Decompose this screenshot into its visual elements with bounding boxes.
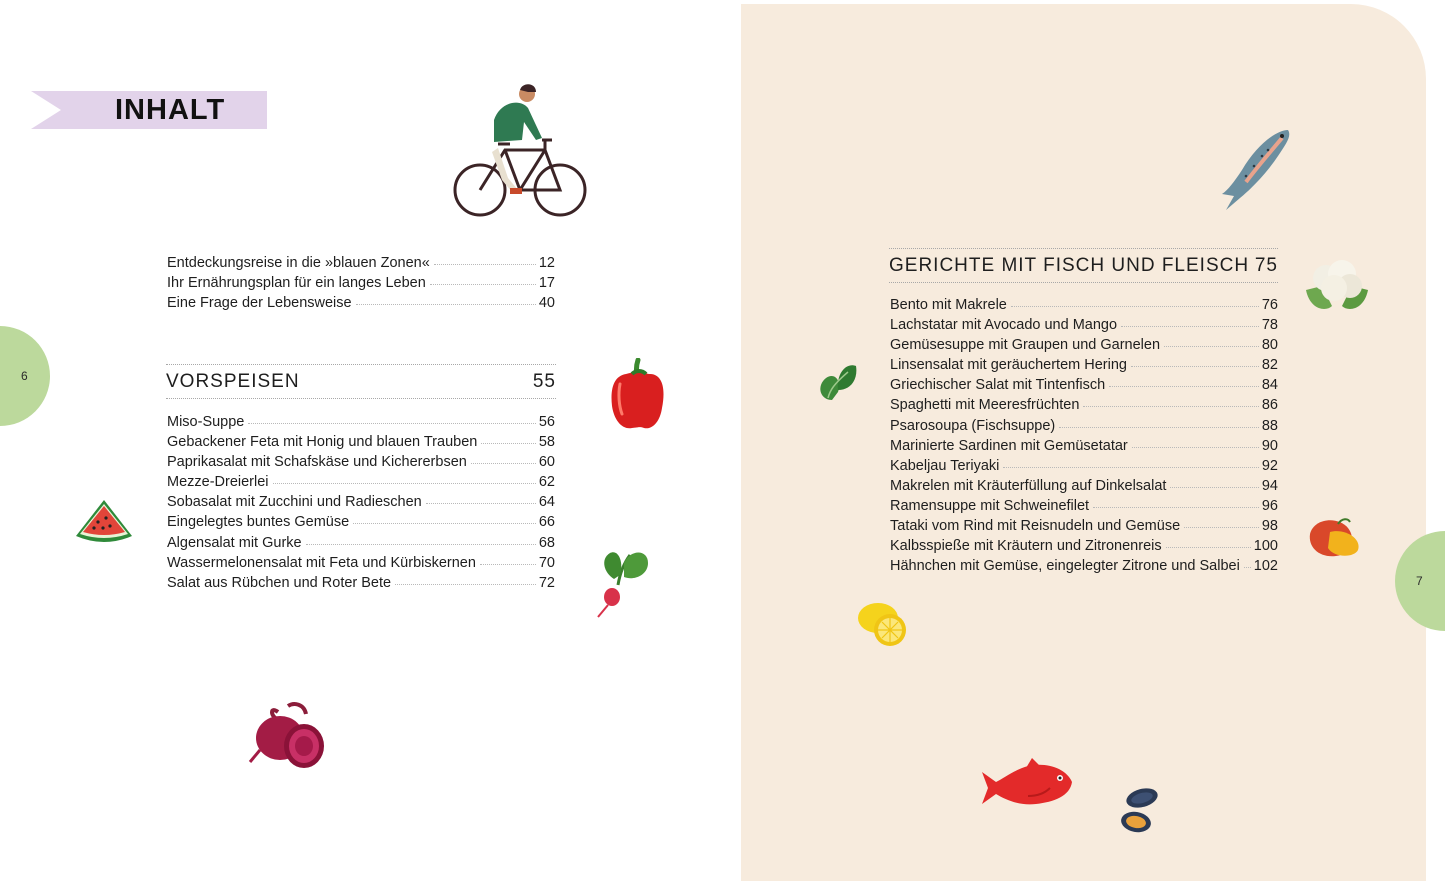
section-title: VORSPEISEN xyxy=(166,370,300,392)
toc-leader xyxy=(481,443,536,444)
section-page: 75 xyxy=(1254,254,1278,276)
toc-leader xyxy=(434,264,536,265)
toc-entry-page: 96 xyxy=(1261,497,1278,514)
toc-entry-title: Mezze-Dreierlei xyxy=(167,474,269,491)
toc-leader xyxy=(1131,366,1259,367)
toc-leader xyxy=(248,423,535,424)
toc-entry[interactable] xyxy=(890,297,1278,317)
toc-entry[interactable] xyxy=(890,377,1278,397)
toc-entry[interactable] xyxy=(890,538,1278,558)
mango-illustration xyxy=(1304,514,1364,560)
toc-leader xyxy=(1011,306,1259,307)
toc-entry-page: 17 xyxy=(538,275,555,292)
spinach-illustration xyxy=(812,360,860,406)
toc-entry[interactable] xyxy=(167,575,555,595)
bell-pepper-illustration xyxy=(606,358,668,432)
inhalt-banner xyxy=(31,91,267,129)
toc-entry-title: Kalbsspieße mit Kräutern und Zitronenreis xyxy=(890,538,1162,555)
toc-entry-page: 76 xyxy=(1261,297,1278,313)
toc-entry[interactable] xyxy=(890,438,1278,458)
cauliflower-illustration xyxy=(1302,256,1372,314)
toc-entry[interactable] xyxy=(167,514,555,534)
toc-leader xyxy=(356,304,536,305)
toc-entry-page: 68 xyxy=(538,534,555,551)
section-page: 55 xyxy=(532,370,556,392)
toc-entry-page: 90 xyxy=(1261,437,1278,454)
toc-entry[interactable] xyxy=(890,458,1278,478)
toc-entry-page: 88 xyxy=(1261,417,1278,434)
toc-entry[interactable] xyxy=(890,498,1278,518)
toc-entry-page: 94 xyxy=(1261,477,1278,494)
toc-entry[interactable] xyxy=(167,474,555,494)
toc-entry-title: Linsensalat mit geräuchertem Hering xyxy=(890,357,1127,374)
toc-entry[interactable] xyxy=(890,478,1278,498)
fisch-fleisch-toc xyxy=(890,297,1278,578)
toc-entry-title: Wassermelonensalat mit Feta und Kürbiskernen xyxy=(167,554,476,571)
toc-leader xyxy=(1093,507,1259,508)
toc-entry-page: 78 xyxy=(1261,317,1278,334)
section-heading-fisch-fleisch[interactable] xyxy=(889,248,1278,283)
toc-leader xyxy=(1083,406,1258,407)
toc-leader xyxy=(480,564,536,565)
toc-leader xyxy=(1109,386,1259,387)
toc-entry[interactable] xyxy=(167,535,555,555)
toc-leader xyxy=(1059,427,1259,428)
toc-leader xyxy=(1170,487,1258,488)
toc-entry-page: 100 xyxy=(1253,538,1278,555)
toc-entry-page: 58 xyxy=(538,434,555,451)
toc-entry-title: Eine Frage der Lebensweise xyxy=(167,295,352,312)
beetroot-illustration xyxy=(248,700,330,772)
toc-leader xyxy=(1184,527,1259,528)
toc-entry[interactable] xyxy=(167,555,555,575)
toc-entry-title: Bento mit Makrele xyxy=(890,297,1007,313)
toc-leader xyxy=(471,463,536,464)
toc-entry[interactable] xyxy=(890,357,1278,377)
cyclist-illustration xyxy=(450,80,590,220)
toc-entry-page: 40 xyxy=(538,295,555,312)
red-fish-illustration xyxy=(980,758,1076,814)
toc-entry-page: 80 xyxy=(1261,337,1278,354)
toc-entry-page: 70 xyxy=(538,554,555,571)
toc-leader xyxy=(353,523,536,524)
toc-entry-title: Entdeckungsreise in die »blauen Zonen« xyxy=(167,255,430,271)
salmon-illustration xyxy=(1216,126,1296,214)
section-heading-vorspeisen[interactable] xyxy=(166,364,556,399)
left-page-number: 6 xyxy=(21,369,28,383)
toc-entry-page: 66 xyxy=(538,514,555,531)
toc-entry-title: Griechischer Salat mit Tintenfisch xyxy=(890,377,1106,394)
toc-entry-page: 64 xyxy=(538,494,555,511)
toc-entry[interactable] xyxy=(890,418,1278,438)
lemon-illustration xyxy=(856,598,912,650)
toc-entry-title: Sobasalat mit Zucchini und Radieschen xyxy=(167,494,422,511)
toc-entry-page: 92 xyxy=(1261,457,1278,474)
toc-entry[interactable] xyxy=(890,397,1278,417)
mussels-illustration xyxy=(1116,784,1162,836)
toc-entry[interactable] xyxy=(167,414,555,434)
toc-entry-title: Lachstatar mit Avocado und Mango xyxy=(890,317,1118,334)
toc-entry-page: 60 xyxy=(538,454,555,471)
toc-entry-page: 56 xyxy=(538,414,555,430)
vorspeisen-toc xyxy=(167,414,555,595)
page-title: INHALT xyxy=(115,94,226,126)
toc-entry-title: Gebackener Feta mit Honig und blauen Trauben xyxy=(167,434,478,451)
toc-entry-title: Eingelegtes buntes Gemüse xyxy=(167,514,350,531)
toc-leader xyxy=(1132,447,1259,448)
toc-leader xyxy=(1166,547,1251,548)
toc-entry-page: 82 xyxy=(1261,357,1278,374)
toc-entry-title: Ihr Ernährungsplan für ein langes Leben xyxy=(167,275,426,292)
toc-leader xyxy=(430,284,536,285)
toc-leader xyxy=(1244,567,1251,568)
toc-entry[interactable] xyxy=(167,275,555,295)
toc-entry[interactable] xyxy=(167,454,555,474)
toc-entry[interactable] xyxy=(167,295,555,315)
toc-entry[interactable] xyxy=(890,337,1278,357)
toc-entry-title: Hähnchen mit Gemüse, eingelegter Zitrone und Salbei xyxy=(890,558,1240,575)
toc-entry-title: Kabeljau Teriyaki xyxy=(890,457,1000,474)
toc-entry-page: 84 xyxy=(1261,377,1278,394)
toc-entry-title: Ramensuppe mit Schweinefilet xyxy=(890,497,1090,514)
toc-entry-title: Salat aus Rübchen und Roter Bete xyxy=(167,574,392,591)
toc-entry-page: 72 xyxy=(538,574,555,591)
toc-entry-title: Tataki vom Rind mit Reisnudeln und Gemüse xyxy=(890,518,1181,535)
toc-entry[interactable] xyxy=(890,558,1278,578)
toc-entry[interactable] xyxy=(890,317,1278,337)
right-page-number: 7 xyxy=(1416,574,1423,588)
toc-leader xyxy=(426,503,536,504)
radish-illustration xyxy=(590,545,655,620)
toc-leader xyxy=(1121,326,1259,327)
toc-entry-title: Spaghetti mit Meeresfrüchten xyxy=(890,397,1080,414)
toc-entry[interactable] xyxy=(167,494,555,514)
intro-toc xyxy=(167,255,555,315)
toc-entry-page: 102 xyxy=(1253,558,1278,575)
toc-entry-title: Makrelen mit Kräuterfüllung auf Dinkelsalat xyxy=(890,477,1167,494)
toc-entry-title: Algensalat mit Gurke xyxy=(167,534,302,551)
toc-entry-title: Paprikasalat mit Schafskäse und Kichererbsen xyxy=(167,454,467,471)
watermelon-illustration xyxy=(74,498,134,548)
toc-entry-title: Gemüsesuppe mit Graupen und Garnelen xyxy=(890,337,1161,354)
toc-leader xyxy=(306,544,536,545)
toc-leader xyxy=(1003,467,1259,468)
toc-leader xyxy=(273,483,536,484)
toc-entry-page: 12 xyxy=(538,255,555,271)
toc-entry-page: 62 xyxy=(538,474,555,491)
toc-entry[interactable] xyxy=(167,434,555,454)
toc-leader xyxy=(395,584,536,585)
toc-entry-page: 98 xyxy=(1261,518,1278,535)
toc-entry-title: Psarosoupa (Fischsuppe) xyxy=(890,417,1056,434)
toc-entry-title: Marinierte Sardinen mit Gemüsetatar xyxy=(890,437,1128,454)
section-title: GERICHTE MIT FISCH UND FLEISCH xyxy=(889,254,1250,276)
toc-entry[interactable] xyxy=(167,255,555,275)
toc-entry-title: Miso-Suppe xyxy=(167,414,245,430)
toc-entry[interactable] xyxy=(890,518,1278,538)
toc-entry-page: 86 xyxy=(1261,397,1278,414)
toc-leader xyxy=(1164,346,1259,347)
